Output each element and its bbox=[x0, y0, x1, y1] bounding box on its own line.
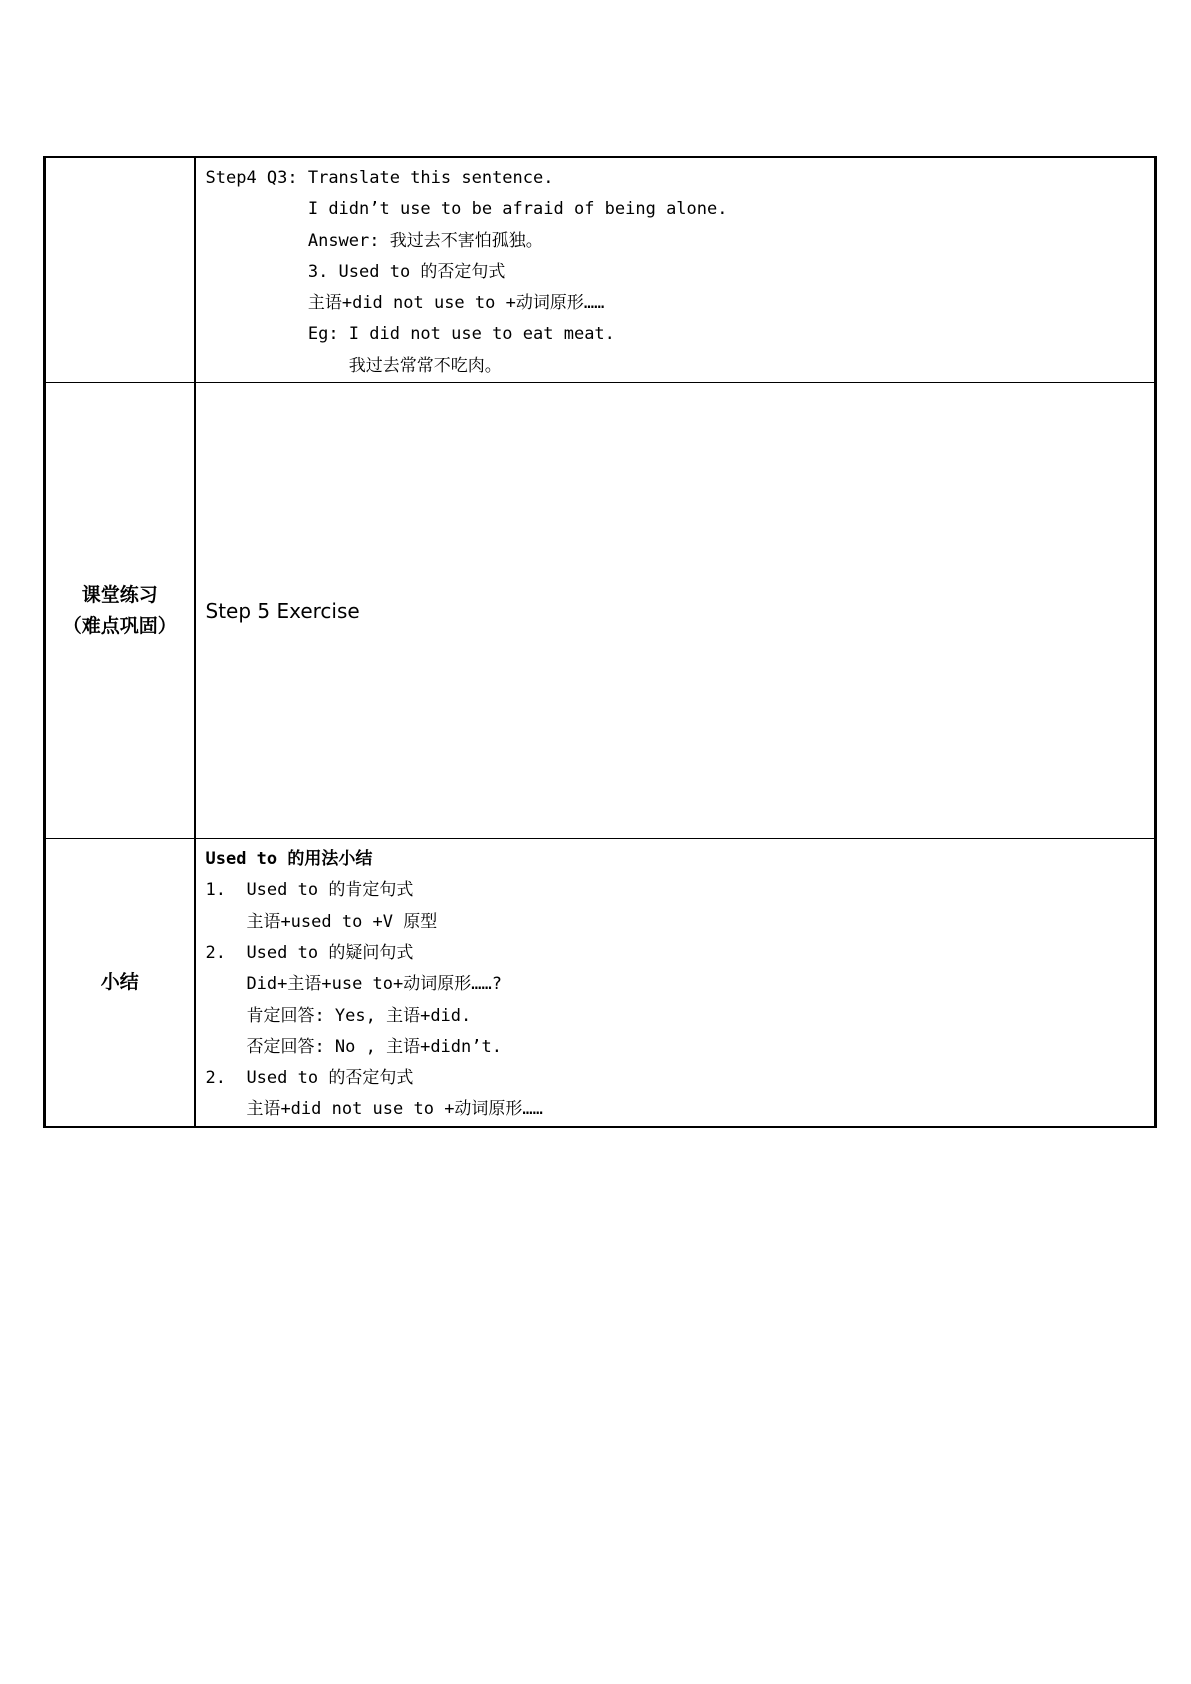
step4-content-cell bbox=[195, 157, 1156, 383]
exercise-title: Step 5 Exercise bbox=[205, 598, 360, 623]
summary-line: 2. Used to 的否定句式 bbox=[205, 1068, 414, 1089]
exercise-sublabel: （难点巩固） bbox=[62, 614, 177, 637]
summary-line: Did+主语+use to+动词原形……? bbox=[205, 974, 502, 995]
summary-line: 主语+did not use to +动词原形…… bbox=[205, 1099, 543, 1120]
summary-line: 2. Used to 的疑问句式 bbox=[205, 942, 414, 963]
step4-line: 我过去常常不吃肉。 bbox=[205, 355, 502, 376]
step4-line: Answer: 我过去不害怕孤独。 bbox=[205, 230, 543, 251]
exercise-label: 课堂练习 bbox=[81, 583, 158, 606]
summary-content-cell bbox=[195, 839, 1156, 1127]
summary-heading: Used to 的用法小结 bbox=[205, 849, 373, 870]
step4-row bbox=[45, 157, 1156, 383]
lesson-plan-table bbox=[43, 156, 1157, 1128]
step4-line: Step4 Q3: Translate this sentence. bbox=[205, 168, 554, 188]
summary-line: 肯定回答: Yes, 主语+did. bbox=[205, 1005, 472, 1026]
summary-label-cell bbox=[45, 839, 195, 1127]
exercise-content-cell bbox=[195, 383, 1156, 839]
summary-line: 主语+used to +V 原型 bbox=[205, 911, 438, 932]
exercise-label-cell bbox=[45, 383, 195, 839]
step4-line: 3. Used to 的否定句式 bbox=[205, 261, 506, 282]
summary-label: 小结 bbox=[100, 970, 139, 993]
step4-line: 主语+did not use to +动词原形…… bbox=[205, 293, 605, 314]
exercise-row bbox=[45, 383, 1156, 839]
step4-label-cell bbox=[45, 157, 195, 383]
summary-row bbox=[45, 839, 1156, 1127]
step4-line: I didn’t use to be afraid of being alone. bbox=[205, 199, 728, 220]
step4-line: Eg: I did not use to eat meat. bbox=[205, 324, 615, 345]
summary-line: 否定回答: No , 主语+didn’t. bbox=[205, 1036, 502, 1057]
summary-line: 1. Used to 的肯定句式 bbox=[205, 880, 414, 901]
